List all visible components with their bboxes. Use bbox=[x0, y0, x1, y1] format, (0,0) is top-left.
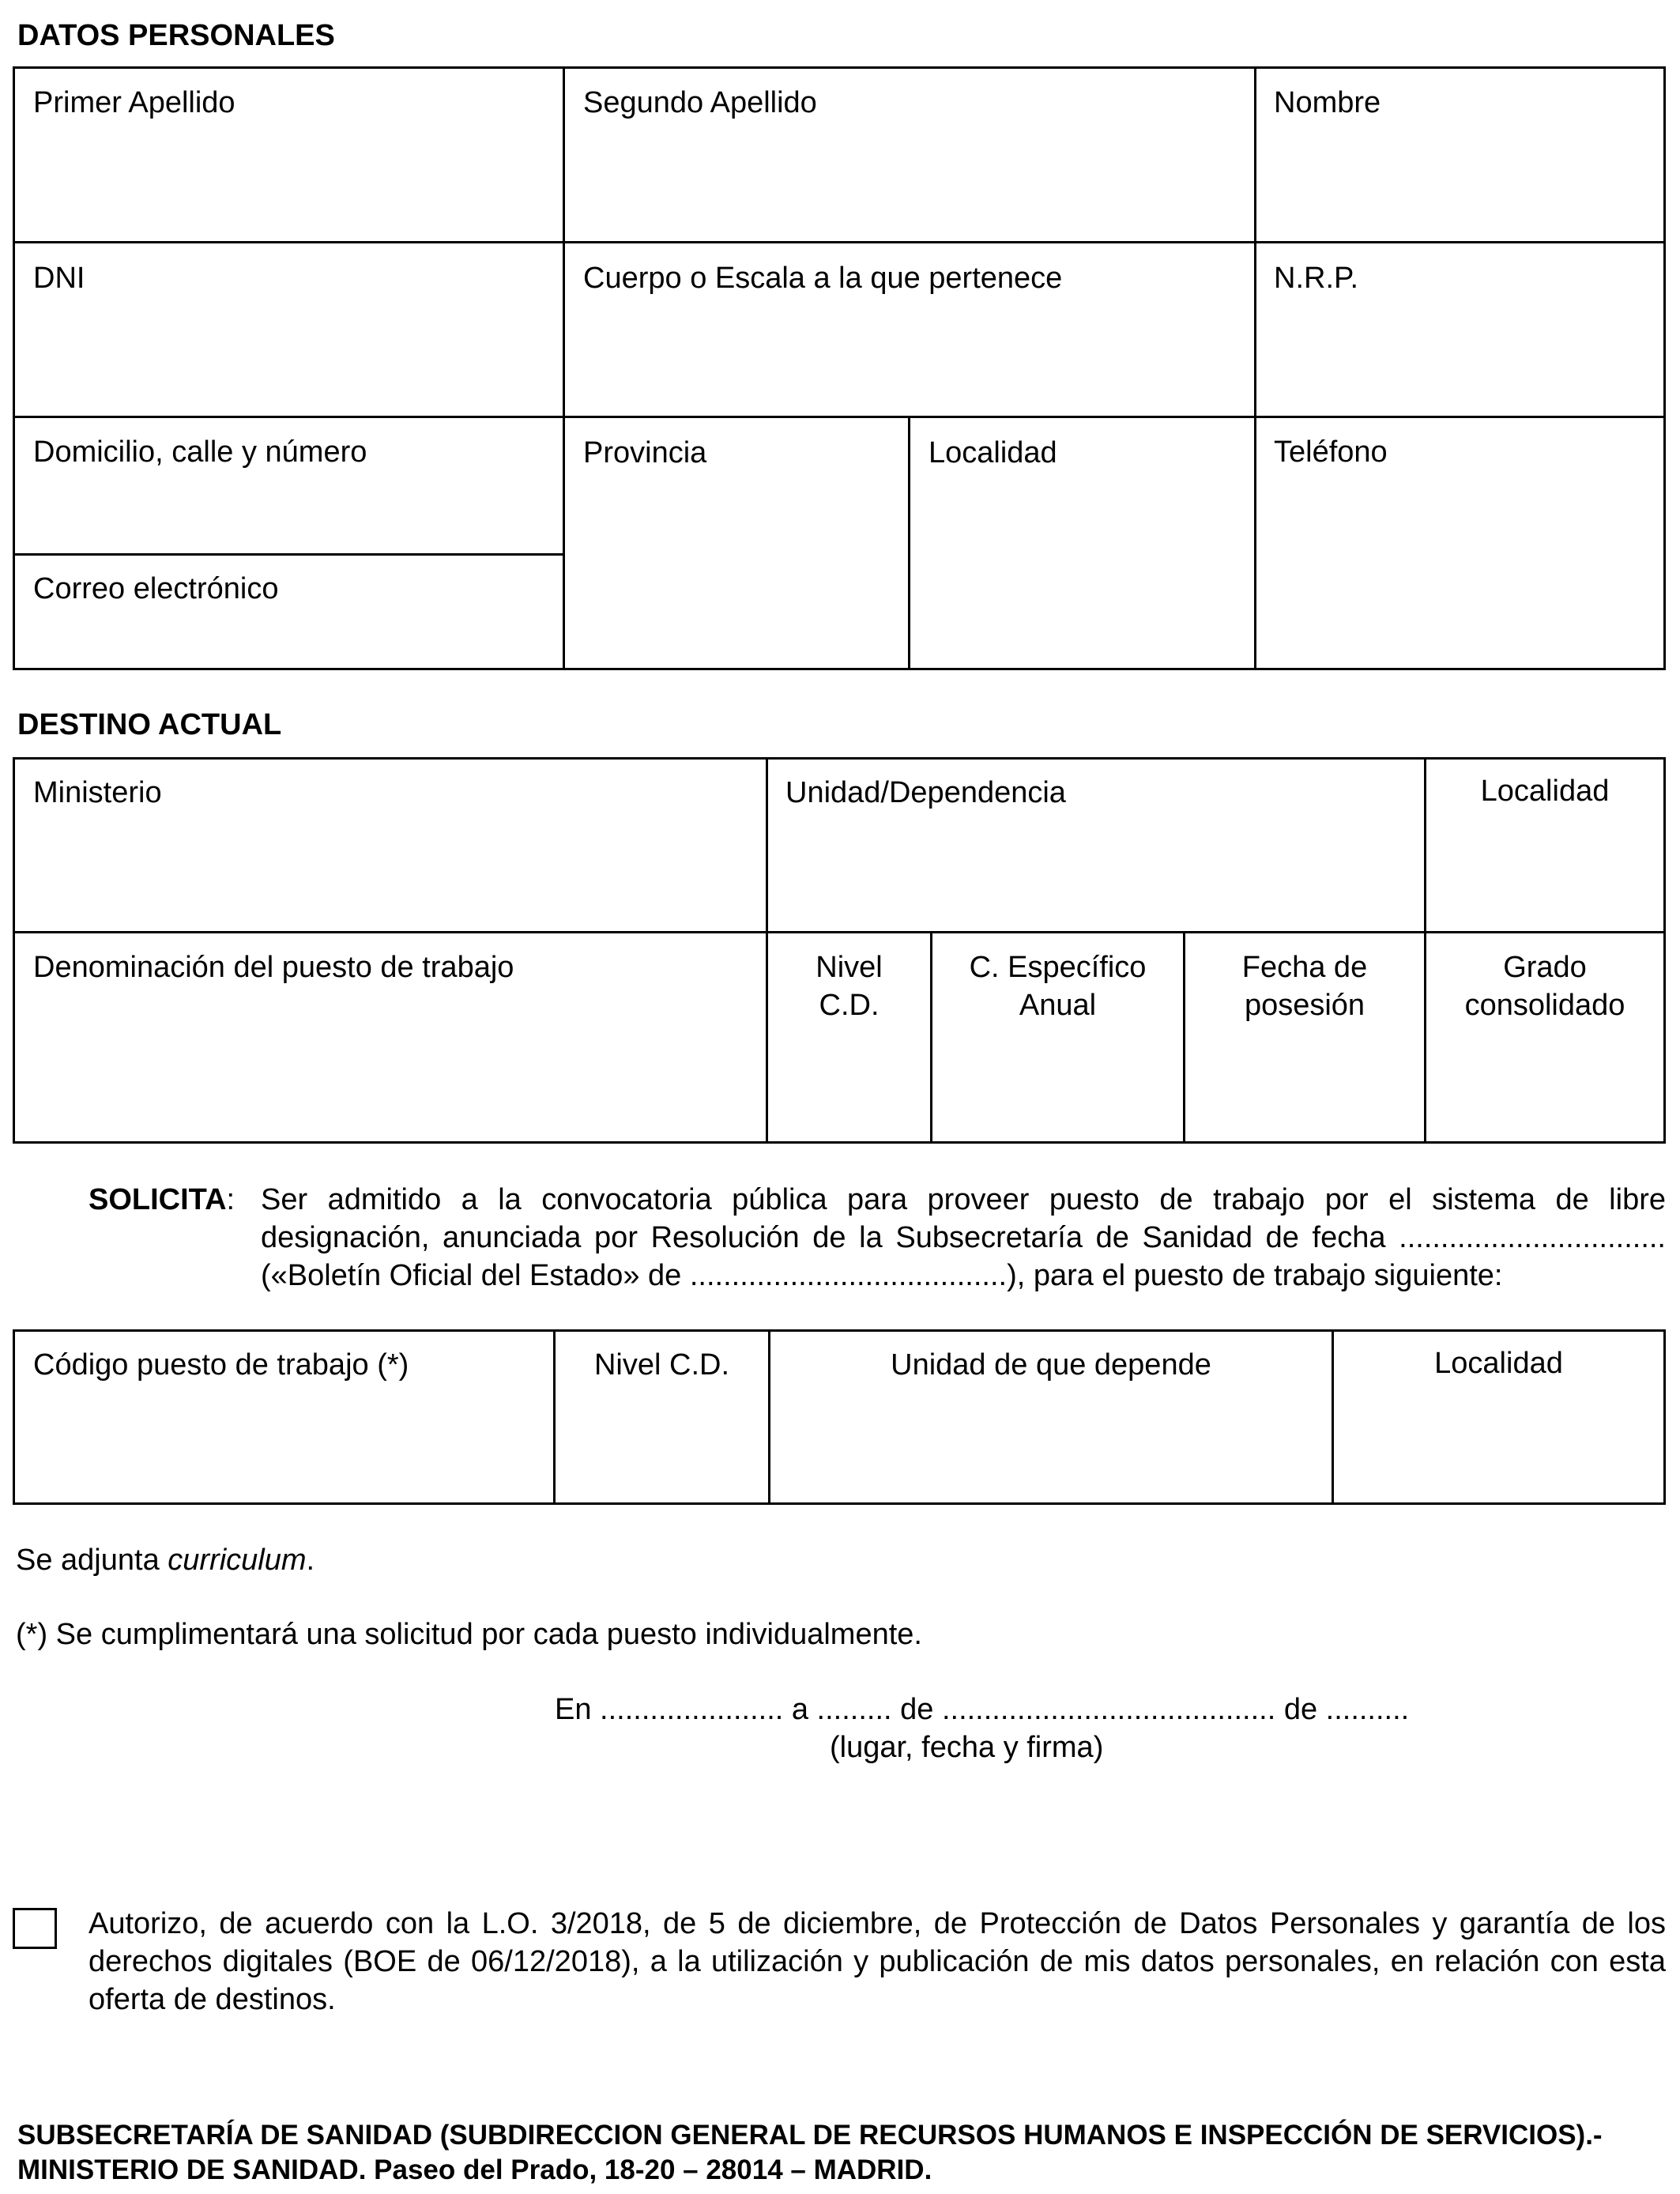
fecha-posesion-label bbox=[1185, 948, 1424, 1024]
segundo-apellido-label: Segundo Apellido bbox=[583, 86, 817, 119]
nrp-label: N.R.P. bbox=[1274, 262, 1359, 295]
curriculum-note bbox=[16, 1541, 315, 1579]
nivel-cd-label-line: Nivel bbox=[816, 951, 883, 984]
dni-field[interactable] bbox=[15, 243, 563, 416]
grado-consolidado-label bbox=[1426, 948, 1663, 1024]
destino-localidad-label: Localidad bbox=[1480, 775, 1610, 808]
place-date-line[interactable]: En ...................... a ......... de ........................................ de .......... bbox=[555, 1693, 1410, 1726]
section-title-datos-personales: DATOS PERSONALES bbox=[17, 19, 335, 52]
asterisk-note: (*) Se cumplimentará una solicitud por cada puesto individualmente. bbox=[16, 1618, 922, 1651]
signature-caption: (lugar, fecha y firma) bbox=[830, 1731, 1104, 1764]
solicita-text: Ser admitido a la convocatoria pública para proveer puesto de trabajo por el sistema de libre designación, anunciada por Resolución de la Subsecretaría de Sanidad de fecha ................................ («Boletín Oficial del Estado» de ......................................), para el puesto de trabajo siguiente: bbox=[261, 1183, 1666, 1292]
ministerio-label: Ministerio bbox=[33, 776, 162, 809]
consent-text: Autorizo, de acuerdo con la L.O. 3/2018, de 5 de diciembre, de Protección de Datos Personales y garantía de los derechos digitales (BOE de 06/12/2018), a la utilización y publicación de mis datos personales, en relación con esta oferta de destinos. bbox=[89, 1907, 1666, 2016]
nombre-label: Nombre bbox=[1274, 86, 1381, 119]
footer-line: SUBSECRETARÍA DE SANIDAD (SUBDIRECCION GENERAL DE RECURSOS HUMANOS E INSPECCIÓN DE SERVICIOS).- bbox=[17, 2120, 1603, 2151]
nivel-cd-label bbox=[768, 948, 930, 1024]
footer-line: MINISTERIO DE SANIDAD. Paseo del Prado, 18-20 – 28014 – MADRID. bbox=[17, 2154, 932, 2185]
primer-apellido-label: Primer Apellido bbox=[33, 86, 235, 119]
provincia-label: Provincia bbox=[583, 436, 707, 469]
footer-address bbox=[17, 2118, 1669, 2188]
fecha-posesion-label-line: Fecha de bbox=[1241, 951, 1368, 984]
codigo-puesto-label: Código puesto de trabajo (*) bbox=[33, 1348, 409, 1382]
complemento-especifico-label-line: C. Específico bbox=[969, 951, 1147, 984]
curriculum-word: curriculum bbox=[168, 1544, 307, 1577]
curriculum-note-prefix: Se adjunta bbox=[16, 1544, 168, 1577]
nivel-cd-label-line: C.D. bbox=[819, 989, 880, 1022]
curriculum-note-suffix: . bbox=[306, 1544, 315, 1577]
grado-consolidado-label-line: Grado bbox=[1503, 951, 1587, 984]
grado-consolidado-label-line: consolidado bbox=[1464, 989, 1625, 1022]
complemento-especifico-label bbox=[932, 948, 1183, 1024]
solicita-label: SOLICITA bbox=[89, 1183, 227, 1216]
puesto-nivel-cd-label: Nivel C.D. bbox=[593, 1348, 730, 1382]
complemento-especifico-label-line: Anual bbox=[1019, 989, 1097, 1022]
unidad-depende-label: Unidad de que depende bbox=[891, 1348, 1211, 1382]
dni-label: DNI bbox=[33, 262, 85, 295]
cuerpo-escala-label: Cuerpo o Escala a la que pertenece bbox=[583, 262, 1063, 295]
consent-checkbox[interactable] bbox=[13, 1908, 57, 1949]
solicita-colon: : bbox=[226, 1183, 235, 1216]
telefono-label: Teléfono bbox=[1274, 435, 1388, 469]
unidad-dependencia-label: Unidad/Dependencia bbox=[785, 776, 1066, 809]
correo-electronico-label: Correo electrónico bbox=[33, 572, 279, 605]
puesto-localidad-label: Localidad bbox=[1434, 1347, 1563, 1380]
denominacion-puesto-label: Denominación del puesto de trabajo bbox=[33, 951, 514, 984]
fecha-posesion-label-line: posesión bbox=[1244, 989, 1365, 1022]
solicita-heading bbox=[89, 1181, 235, 1219]
localidad-label: Localidad bbox=[929, 436, 1057, 469]
domicilio-label: Domicilio, calle y número bbox=[33, 435, 367, 469]
section-title-destino-actual: DESTINO ACTUAL bbox=[17, 708, 282, 741]
